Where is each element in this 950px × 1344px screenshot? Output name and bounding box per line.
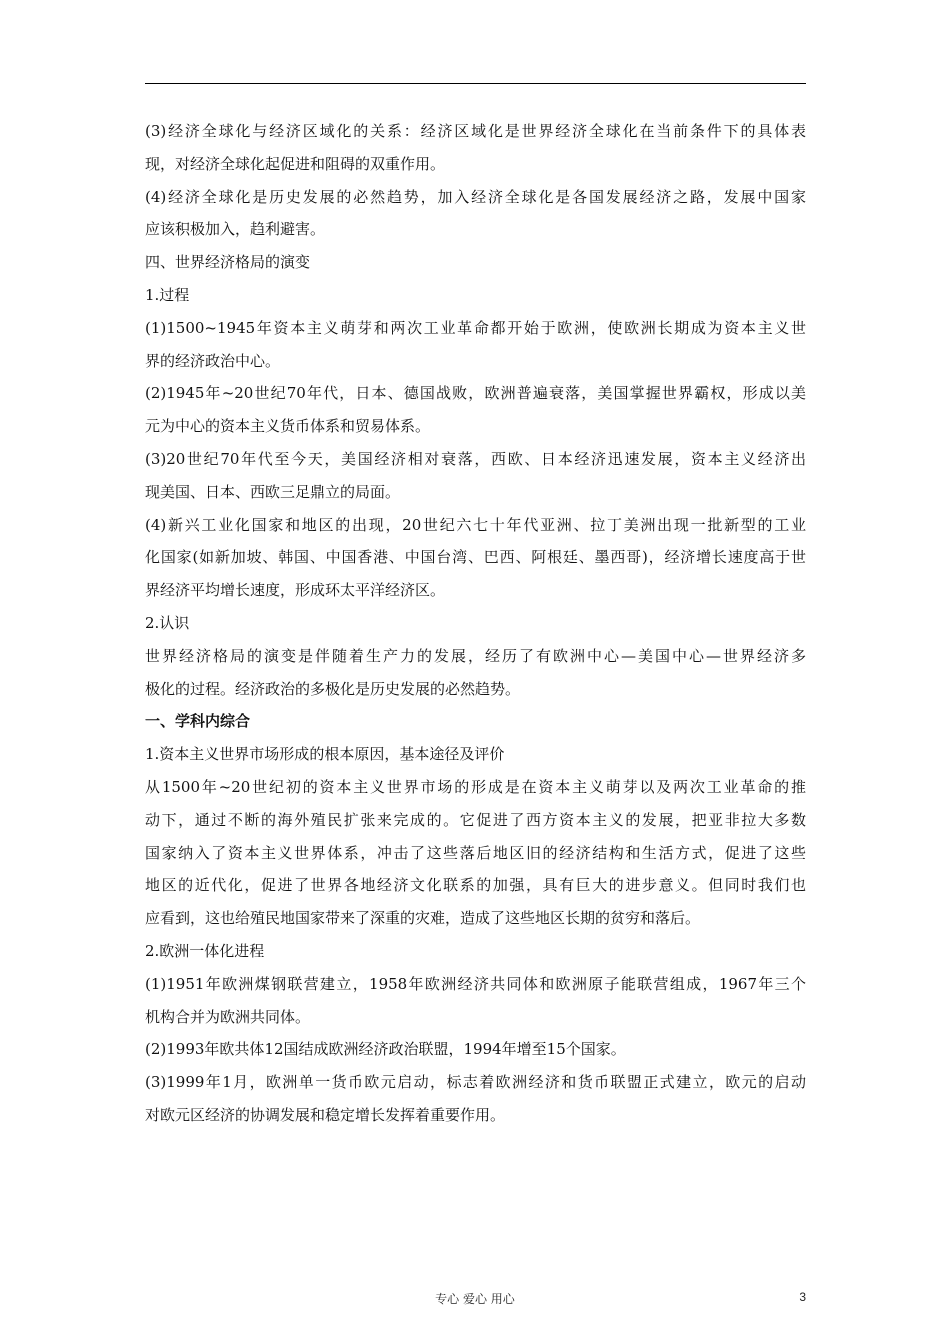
text-line: 应该积极加入，趋利避害。 xyxy=(145,220,326,239)
text-line: 现美国、日本、西欧三足鼎立的局面。 xyxy=(145,482,401,501)
text-line: 地区的近代化，促进了世界各地经济文化联系的加强，具有巨大的进步意义。但同时我们也 xyxy=(145,876,806,895)
section-heading: 一、学科内综合 xyxy=(145,712,251,731)
text-line: 动下，通过不断的海外殖民扩张来完成的。它促进了西方资本主义的发展，把亚非拉大多数 xyxy=(145,810,806,829)
text-line: (2)1945年~20世纪70年代，日本、德国战败，欧洲普遍衰落，美国掌握世界霸权，形成以美 xyxy=(145,384,806,403)
page-number: 3 xyxy=(799,1290,806,1304)
text-line: 元为中心的资本主义货币体系和贸易体系。 xyxy=(145,417,431,436)
text-line: 界经济平均增长速度，形成环太平洋经济区。 xyxy=(145,581,446,600)
text-line: (4)新兴工业化国家和地区的出现，20世纪六七十年代亚洲、拉丁美洲出现一批新型的工业 xyxy=(145,515,806,534)
document-body xyxy=(145,121,806,1138)
text-line: 机构合并为欧洲共同体。 xyxy=(145,1007,311,1026)
text-line: 世界经济格局的演变是伴随着生产力的发展，经历了有欧洲中心—美国中心—世界经济多 xyxy=(145,646,806,665)
text-line: (3)经济全球化与经济区域化的关系：经济区域化是世界经济全球化在当前条件下的具体表 xyxy=(145,122,806,140)
text-line: 2.认识 xyxy=(145,613,190,632)
text-line: 界的经济政治中心。 xyxy=(145,351,281,370)
text-line: 1.过程 xyxy=(145,285,190,304)
text-line: 应看到，这也给殖民地国家带来了深重的灾难，造成了这些地区长期的贫穷和落后。 xyxy=(145,909,701,928)
text-line: 对欧元区经济的协调发展和稳定增长发挥着重要作用。 xyxy=(145,1105,506,1124)
text-line: (1)1951年欧洲煤钢联营建立，1958年欧洲经济共同体和欧洲原子能联营组成，1967年三个 xyxy=(145,974,806,993)
header-rule xyxy=(145,83,806,84)
text-line: (1)1500~1945年资本主义萌芽和两次工业革命都开始于欧洲，使欧洲长期成为资本主义世 xyxy=(145,318,806,337)
text-line: 化国家(如新加坡、韩国、中国香港、中国台湾、巴西、阿根廷、墨西哥)，经济增长速度高于世 xyxy=(145,548,806,567)
text-line: 2.欧洲一体化进程 xyxy=(145,941,265,960)
text-line: 国家纳入了资本主义世界体系，冲击了这些落后地区旧的经济结构和生活方式，促进了这些 xyxy=(145,843,806,862)
footer-motto: 专心 爱心 用心 xyxy=(435,1292,515,1306)
text-line: 极化的过程。经济政治的多极化是历史发展的必然趋势。 xyxy=(145,679,521,698)
text-line: 1.资本主义世界市场形成的根本原因，基本途径及评价 xyxy=(145,745,505,764)
text-line: 现，对经济全球化起促进和阻碍的双重作用。 xyxy=(145,154,446,173)
text-line: (2)1993年欧共体12国结成欧洲经济政治联盟，1994年增至15个国家。 xyxy=(145,1040,626,1059)
text-line: 从1500年~20世纪初的资本主义世界市场的形成是在资本主义萌芽以及两次工业革命的推 xyxy=(145,777,806,796)
text-line: (3)1999年1月，欧洲单一货币欧元启动，标志着欧洲经济和货币联盟正式建立，欧元的启动 xyxy=(145,1073,806,1092)
text-line: 四、世界经济格局的演变 xyxy=(145,253,311,272)
text-line: (4)经济全球化是历史发展的必然趋势，加入经济全球化是各国发展经济之路，发展中国家 xyxy=(145,187,806,206)
text-line: (3)20世纪70年代至今天，美国经济相对衰落，西欧、日本经济迅速发展，资本主义经济出 xyxy=(145,449,806,468)
